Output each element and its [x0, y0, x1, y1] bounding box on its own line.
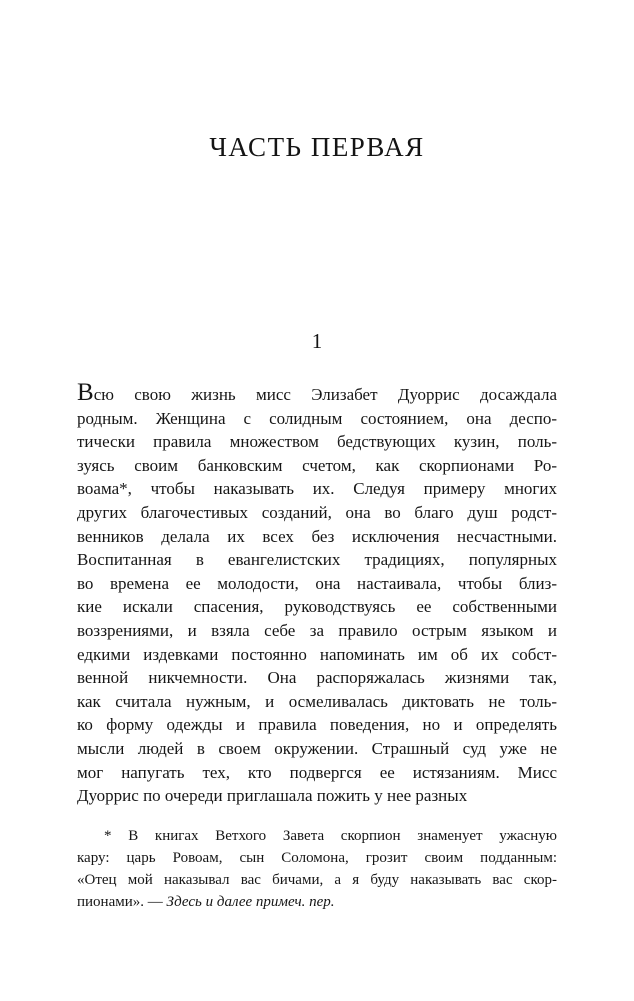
footnote-last-regular: пионами». — [77, 893, 167, 910]
footnote-last-italic: Здесь и далее примеч. пер. [166, 893, 335, 910]
body-line: воама*, чтобы наказывать их. Следуя примеру многих [77, 479, 557, 499]
body-line: ко форму одежды и правила поведения, но и определять [77, 715, 557, 735]
body-line: воззрениями, и взяла себе за правило острым языком и [77, 620, 557, 640]
body-paragraph [77, 381, 557, 808]
body-line: тически правила множеством бедствующих кузин, поль- [77, 432, 557, 452]
page-content [77, 0, 557, 913]
body-line: во времена ее молодости, она настаивала, чтобы близ- [77, 573, 557, 593]
body-line: венной никчемности. Она распоряжалась жизнями так, [77, 668, 557, 688]
body-line: родным. Женщина с солидным состоянием, она деспо- [77, 408, 557, 428]
footnote-last-line [77, 891, 557, 913]
body-line: венников делала их всех без исключения несчастными. [77, 526, 557, 546]
part-title: ЧАСТЬ ПЕРВАЯ [209, 132, 425, 162]
footnote-line: «Отец мой наказывал вас бичами, а я буду наказывать вас скор- [77, 871, 557, 888]
body-line: Всю свою жизнь мисс Элизабет Дуоррис досаждала [77, 379, 557, 406]
body-line: кие искали спасения, руководствуясь ее собственными [77, 597, 557, 617]
body-line: зуясь своим банковским счетом, как скорпионами Ро- [77, 455, 557, 475]
footnote-lines [77, 825, 557, 891]
body-line: мог напугать тех, кто подвергся ее истязаниям. Мисс [77, 762, 557, 782]
body-line: Дуоррис по очереди приглашала пожить у нее разных [77, 786, 468, 806]
body-line: Воспитанная в евангелистских традициях, популярных [77, 550, 557, 570]
footnote-line: * В книгах Ветхого Завета скорпион знаменует ужасную [104, 827, 557, 844]
chapter-number: 1 [311, 329, 323, 353]
body-line: едкими издевками постоянно напоминать им об их собст- [77, 644, 557, 664]
footnote [77, 825, 557, 913]
body-line: мысли людей в своем окружении. Страшный суд уже не [77, 738, 557, 758]
body-line: как считала нужным, и осмеливалась диктовать не толь- [77, 691, 557, 711]
footnote-line: кару: царь Ровоам, сын Соломона, грозит своим подданным: [77, 849, 557, 866]
body-line: других благочестивых созданий, она во благо душ родст- [77, 502, 557, 522]
